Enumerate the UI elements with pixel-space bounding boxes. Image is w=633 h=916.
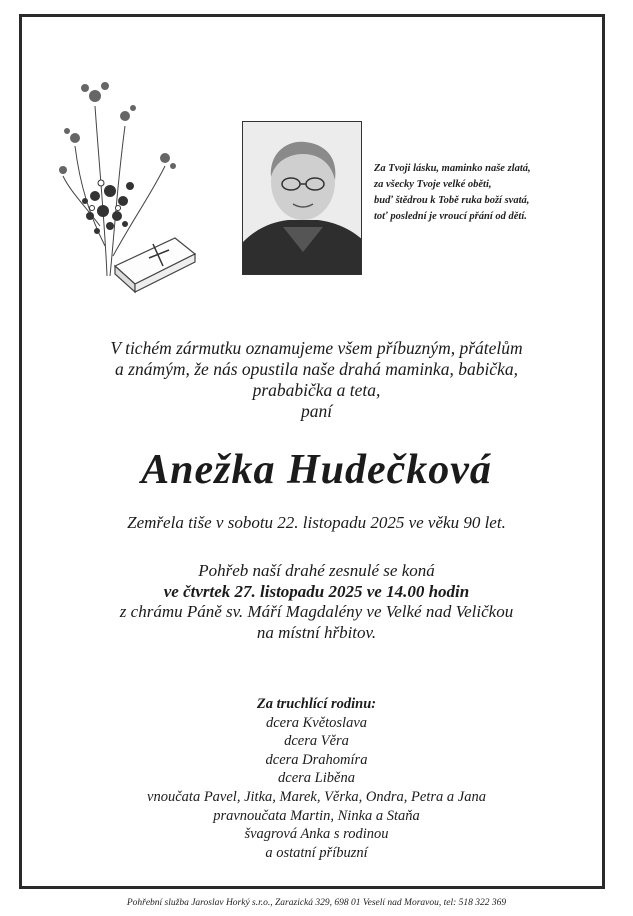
announcement-line: V tichém zármutku oznamujeme všem příbuzným, přátelům [110,338,523,358]
poem-line: buď štědrou k Tobě ruka boží svatá, [374,195,530,206]
family-member: dcera Drahomíra [265,751,368,768]
poem-line: Za Tvoji lásku, maminko naše zlatá, [374,163,531,174]
poem-line: za všecky Tvoje velké oběti, [374,179,492,190]
family-list [0,695,633,862]
family-member: švagrová Anka s rodinou [244,826,389,843]
funeral-line: na místní hřbitov. [256,622,377,642]
funeral-line: Pohřeb naší drahé zesnulé se koná [198,561,435,580]
family-member: pravnoučata Martin, Ninka a Staňa [213,807,420,824]
announcement-text [0,338,633,422]
portrait-photo [242,121,362,275]
flower-bouquet-illustration [55,66,205,298]
poem-line: toť poslední je vroucí přání od dětí. [374,211,527,222]
announcement-line: a známým, že nás opustila naše drahá maminka, babička, [115,359,518,379]
family-member: dcera Liběna [278,770,355,787]
announcement-line: paní [300,401,333,421]
announcement-line: prababička a teta, [252,380,381,400]
family-member: a ostatní příbuzní [265,844,368,861]
funeral-place: z chrámu Páně sv. Máří Magdalény ve Velké nad Veličkou [119,602,514,621]
family-member: dcera Věra [284,733,349,750]
funeral-details [0,561,633,643]
deceased-name: Anežka Hudečková [141,447,492,493]
funeral-date-time: ve čtvrtek 27. listopadu 2025 ve 14.00 hodin [163,581,470,601]
poem [374,161,594,225]
death-notice: Zemřela tiše v sobotu 22. listopadu 2025 ve věku 90 let. [127,513,506,532]
family-heading: Za truchlící rodinu: [256,696,377,712]
family-member: vnoučata Pavel, Jitka, Marek, Věrka, Ondra, Petra a Jana [147,788,486,805]
family-member: dcera Květoslava [265,714,368,731]
funeral-service-footer: Pohřební služba Jaroslav Horký s.r.o., Zarazická 329, 698 01 Veselí nad Moravou, tel: 518 322 369 [126,898,507,908]
